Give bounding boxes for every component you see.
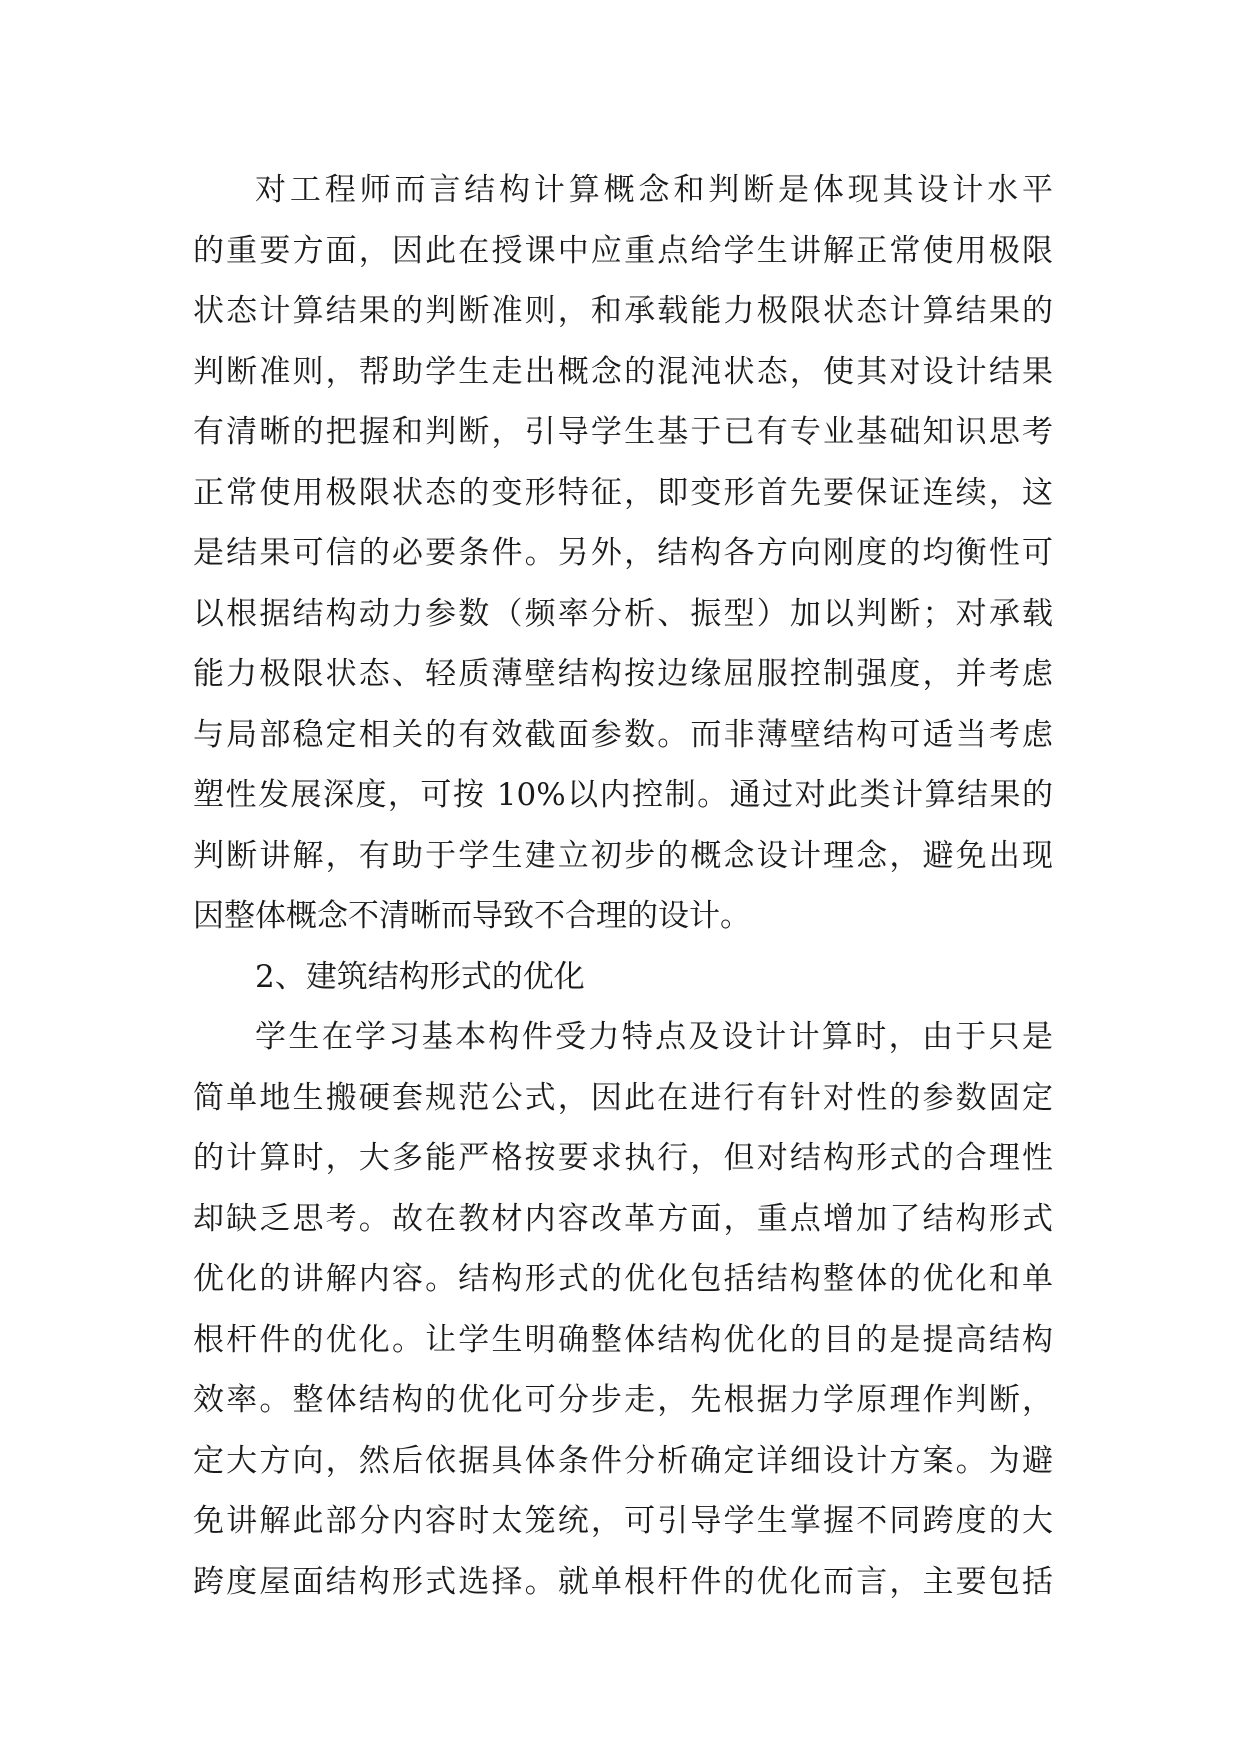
text-line: 学生在学习基本构件受力特点及设计计算时，由于只是 bbox=[255, 1019, 1053, 1055]
text-line: 判断准则，帮助学生走出概念的混沌状态，使其对设计结果 bbox=[193, 353, 1053, 390]
paragraph-structure-optimization bbox=[193, 1007, 1053, 1612]
text-line: 以根据结构动力参数（频率分析、振型）加以判断；对承载 bbox=[193, 595, 1053, 632]
text-line: 是结果可信的必要条件。另外，结构各方向刚度的均衡性可 bbox=[193, 535, 1053, 571]
text-line: 根杆件的优化。让学生明确整体结构优化的目的是提高结构 bbox=[193, 1321, 1053, 1358]
text-line: 定大方向，然后依据具体条件分析确定详细设计方案。为避 bbox=[193, 1442, 1053, 1479]
text-line: 正常使用极限状态的变形特征，即变形首先要保证连续，这 bbox=[193, 474, 1053, 511]
text-line: 免讲解此部分内容时太笼统，可引导学生掌握不同跨度的大 bbox=[193, 1503, 1053, 1539]
text-line: 效率。整体结构的优化可分步走，先根据力学原理作判断， bbox=[193, 1382, 1053, 1418]
text-line: 对工程师而言结构计算概念和判断是体现其设计水平 bbox=[255, 172, 1053, 208]
text-line: 判断讲解，有助于学生建立初步的概念设计理念，避免出现 bbox=[193, 837, 1053, 874]
paragraph-concept-judgment bbox=[193, 160, 1053, 947]
text-line: 的重要方面，因此在授课中应重点给学生讲解正常使用极限 bbox=[193, 232, 1053, 269]
document-body bbox=[193, 160, 1053, 1612]
text-line: 塑性发展深度，可按 10%以内控制。通过对此类计算结果的 bbox=[193, 777, 1053, 813]
text-line: 有清晰的把握和判断，引导学生基于已有专业基础知识思考 bbox=[193, 414, 1053, 450]
text-line: 的计算时，大多能严格按要求执行，但对结构形式的合理性 bbox=[193, 1140, 1053, 1176]
text-line: 能力极限状态、轻质薄壁结构按边缘屈服控制强度，并考虑 bbox=[193, 656, 1053, 692]
text-line: 简单地生搬硬套规范公式，因此在进行有针对性的参数固定 bbox=[193, 1079, 1053, 1116]
text-line: 却缺乏思考。故在教材内容改革方面，重点增加了结构形式 bbox=[193, 1200, 1053, 1237]
text-line: 与局部稳定相关的有效截面参数。而非薄壁结构可适当考虑 bbox=[193, 716, 1053, 753]
text-line: 状态计算结果的判断准则，和承载能力极限状态计算结果的 bbox=[193, 293, 1053, 329]
text-line: 跨度屋面结构形式选择。就单根杆件的优化而言，主要包括 bbox=[193, 1563, 1053, 1600]
section-heading: 2、建筑结构形式的优化 bbox=[255, 958, 585, 995]
text-line: 因整体概念不清晰而导致不合理的设计。 bbox=[193, 898, 751, 934]
text-line: 优化的讲解内容。结构形式的优化包括结构整体的优化和单 bbox=[193, 1261, 1053, 1297]
